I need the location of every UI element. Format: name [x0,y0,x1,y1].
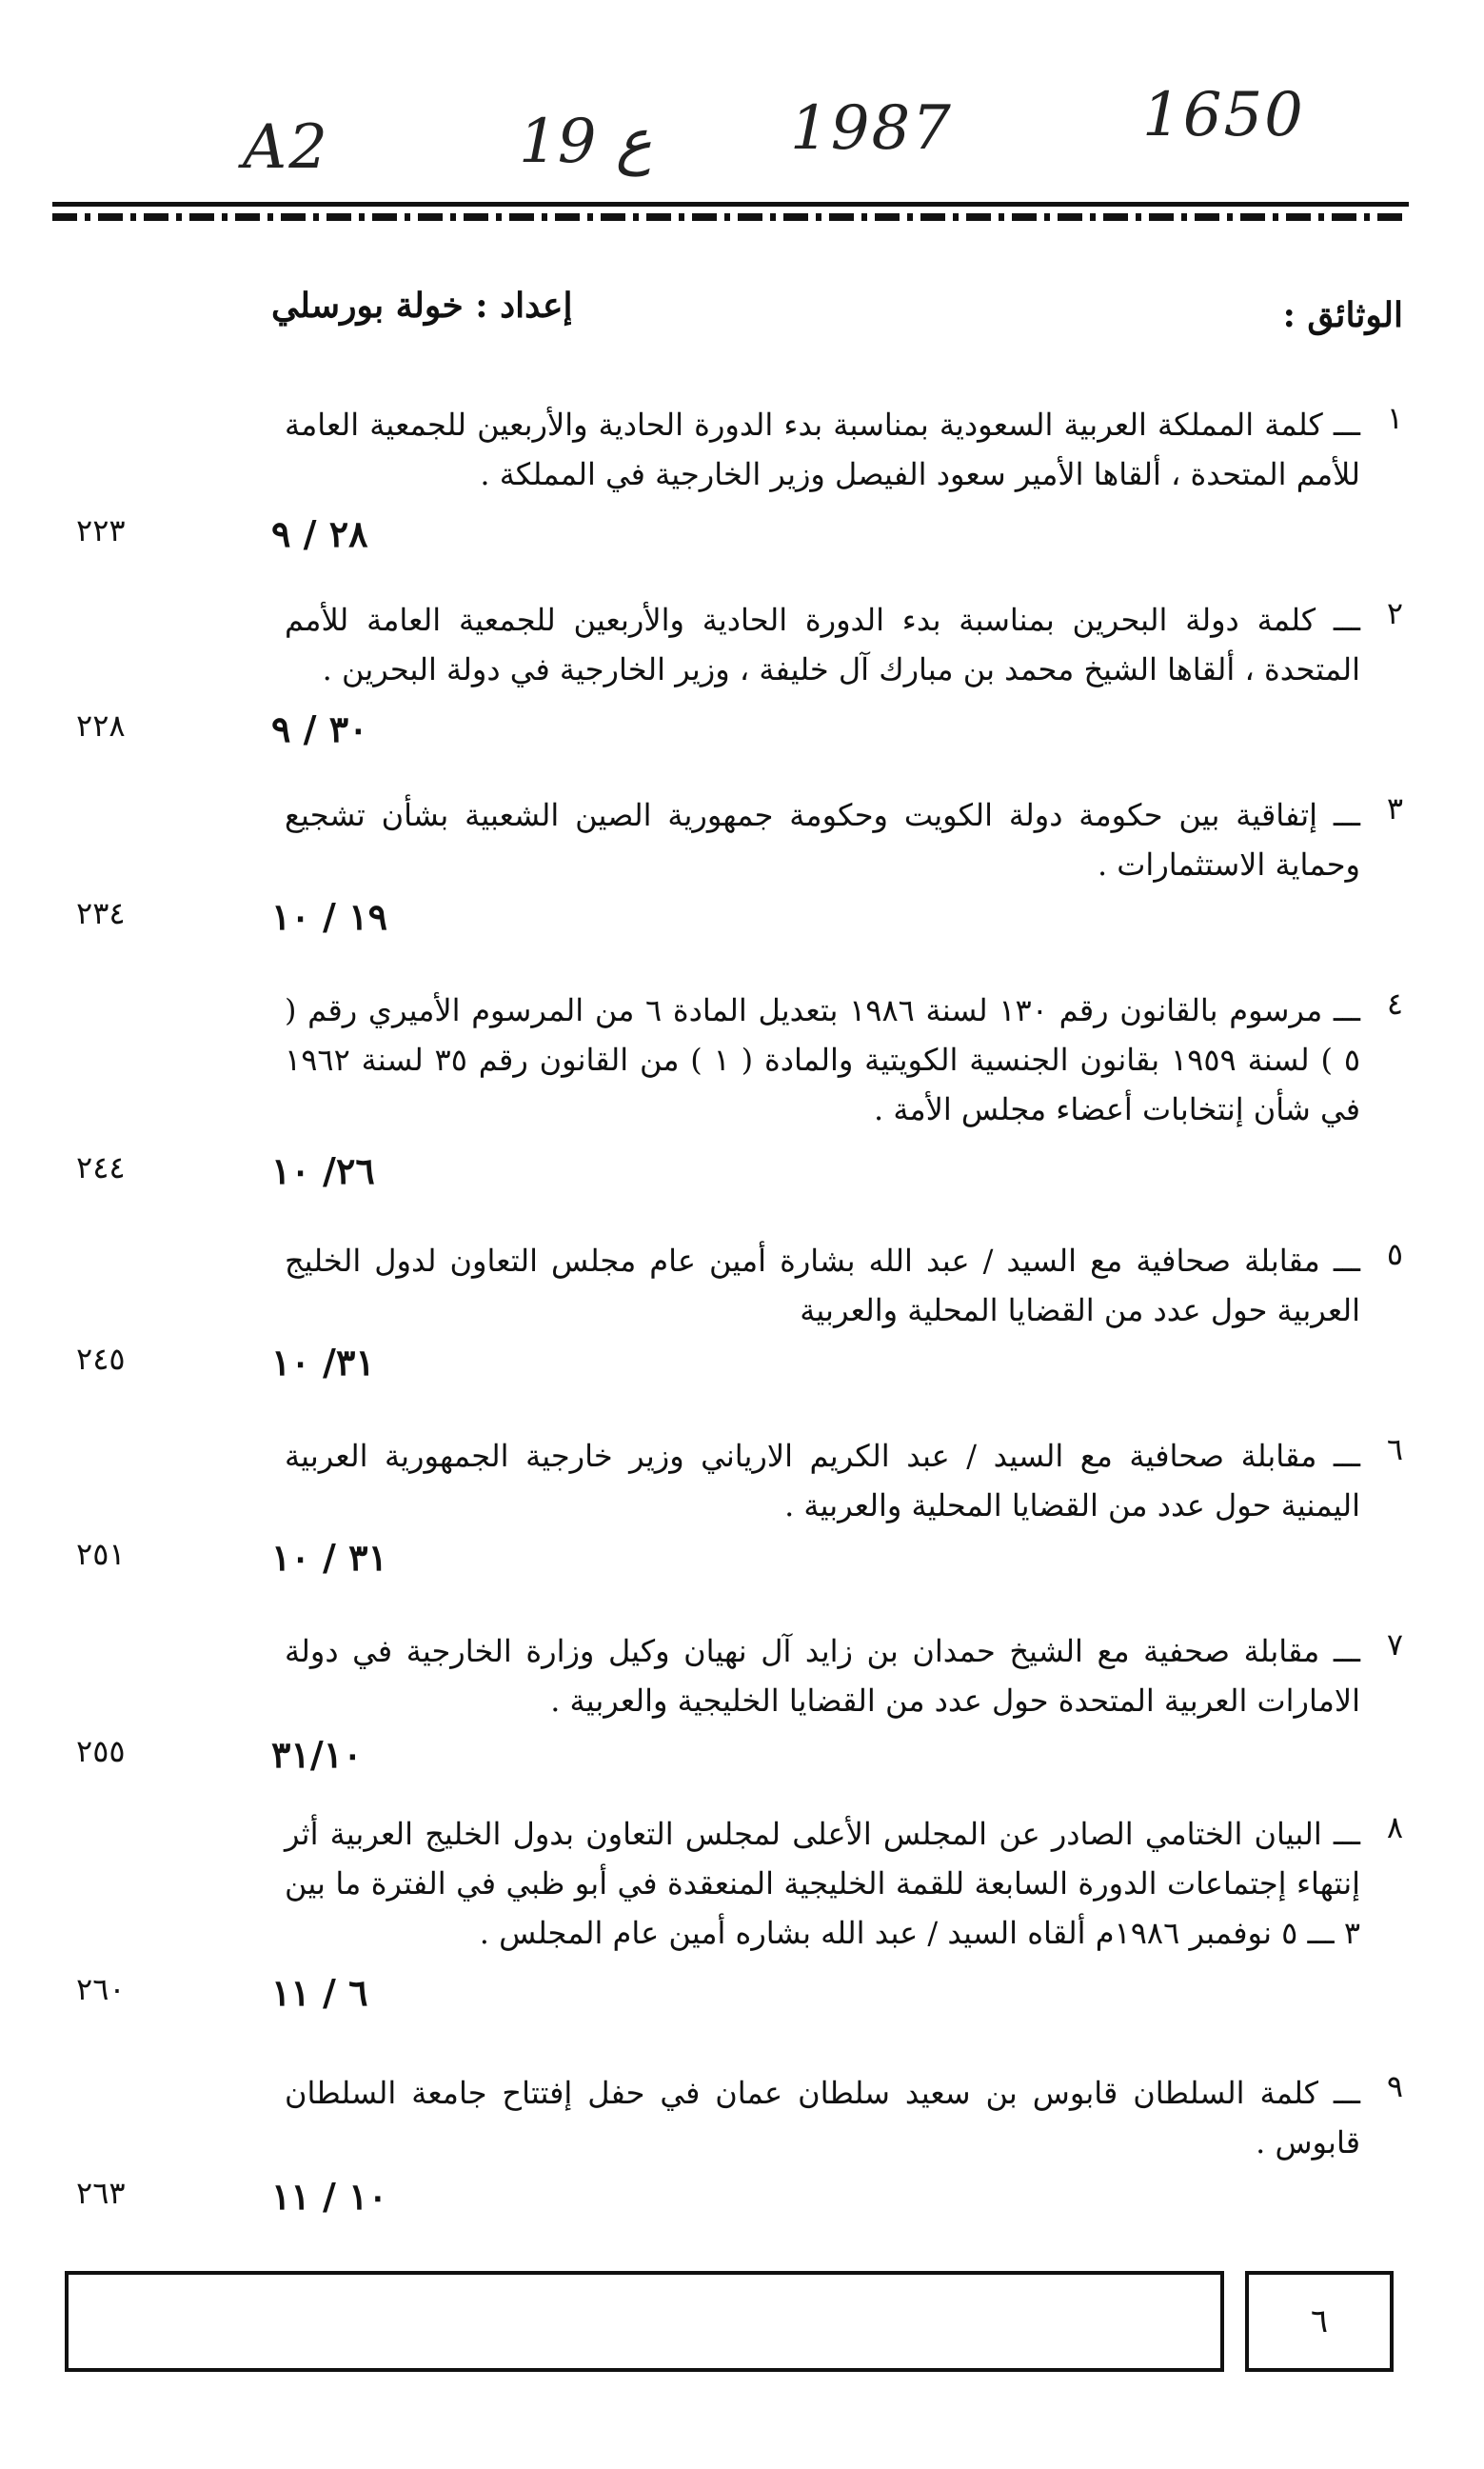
item-text: ـــ كلمة السلطان قابوس بن سعيد سلطان عمان في حفل إفتتاح جامعة السلطان قابوس . [285,2075,1360,2160]
item-date: ٣١ / ١٠ [271,1536,387,1579]
item-date: ٣١/ ١٠ [271,1341,375,1384]
item-page: ٢٥١ [76,1536,126,1572]
item-date: ١٠ / ١١ [271,2175,387,2218]
prepared-by: إعداد : خولة بورسلي [271,286,573,326]
item-text: ـــ مقابلة صحافية مع السيد / عبد الكريم الارياني وزير خارجية الجمهورية العربية اليمنية حول عدد من القضايا المحلية والعربية . [285,1438,1360,1523]
item-text: ـــ مرسوم بالقانون رقم ١٣٠ لسنة ١٩٨٦ بتعديل المادة ٦ من المرسوم الأميري رقم ( ٥ ) لسنة ١٩٥٩ بقانون الجنسية الكويتية والمادة ( ١ ) من القانون رقم ٣٥ لسنة ١٩٦٢ في شأن إنتخابات أعضاء مجلس الأمة . [285,992,1361,1127]
item-page: ٢٦٠ [76,1971,126,2007]
item-page: ٢٣٤ [76,895,126,931]
header-dashed-rule [52,213,1409,221]
handwritten-code: A2 [243,112,329,183]
item-page: ٢٤٤ [76,1149,126,1185]
item-number: ٢ [1386,595,1403,631]
item-text: ـــ كلمة المملكة العربية السعودية بمناسبة بدء الدورة الحادية والأربعين للجمعية العامة للأمم المتحدة ، ألقاها الأمير سعود الفيصل وزير الخارجية في المملكة . [285,407,1361,492]
item-text: ـــ إتفاقية بين حكومة دولة الكويت وحكومة جمهورية الصين الشعبية بشأن تشجيع وحماية الاستثمارات . [285,797,1360,883]
item-text: ـــ كلمة دولة البحرين بمناسبة بدء الدورة الحادية والأربعين للجمعية العامة للأمم المتحدة ، ألقاها الشيخ محمد بن مبارك آل خليفة ، وزير الخارجية في دولة البحرين . [285,602,1361,687]
item-number: ٨ [1386,1809,1403,1845]
item-number: ٩ [1386,2068,1403,2104]
item-number: ٣ [1386,790,1403,826]
item-date: ١٩ / ١٠ [271,895,387,938]
item-page: ٢٤٥ [76,1341,126,1377]
item-number: ٤ [1386,986,1403,1022]
footer-box [65,2271,1224,2372]
item-page: ٢٢٨ [76,707,126,744]
item-date: ٢٦/ ١٠ [271,1149,375,1192]
handwritten-number: 1650 [1142,80,1305,150]
handwritten-issue: ع 19 [519,107,652,177]
item-number: ٥ [1386,1236,1403,1272]
item-date: ٣١/١٠ [271,1733,363,1776]
header-rule [52,202,1409,207]
item-page: ٢٢٣ [76,512,126,548]
item-date: ٦ / ١١ [271,1971,368,2014]
item-page: ٢٥٥ [76,1733,126,1769]
handwritten-year: 1987 [790,93,953,164]
item-date: ٢٨ / ٩ [271,512,368,555]
item-text: ـــ مقابلة صحافية مع السيد / عبد الله بشارة أمين عام مجلس التعاون لدول الخليج العربية حول عدد من القضايا المحلية والعربية [285,1243,1360,1328]
item-text: ـــ مقابلة صحفية مع الشيخ حمدان بن زايد آل نهيان وكيل وزارة الخارجية في دولة الامارات العربية المتحدة حول عدد من القضايا الخليجية والعربية . [285,1633,1360,1719]
page-number: ٦ [1245,2271,1394,2372]
item-text: ـــ البيان الختامي الصادر عن المجلس الأعلى لمجلس التعاون بدول الخليج العربية أثر إنتهاء إجتماعات الدورة السابعة للقمة الخليجية المنعقدة في أبو ظبي في الفترة ما بين ٣ ـــ ٥ نوفمبر ١٩٨٦م ألقاه السيد / عبد الله بشاره أمين عام المجلس . [285,1816,1360,1951]
item-number: ٧ [1386,1626,1403,1663]
item-date: ٣٠ / ٩ [271,707,368,750]
item-number: ٦ [1386,1431,1403,1467]
item-page: ٢٦٣ [76,2175,126,2211]
section-title: الوثائق : [1282,295,1403,335]
item-number: ١ [1386,400,1403,436]
